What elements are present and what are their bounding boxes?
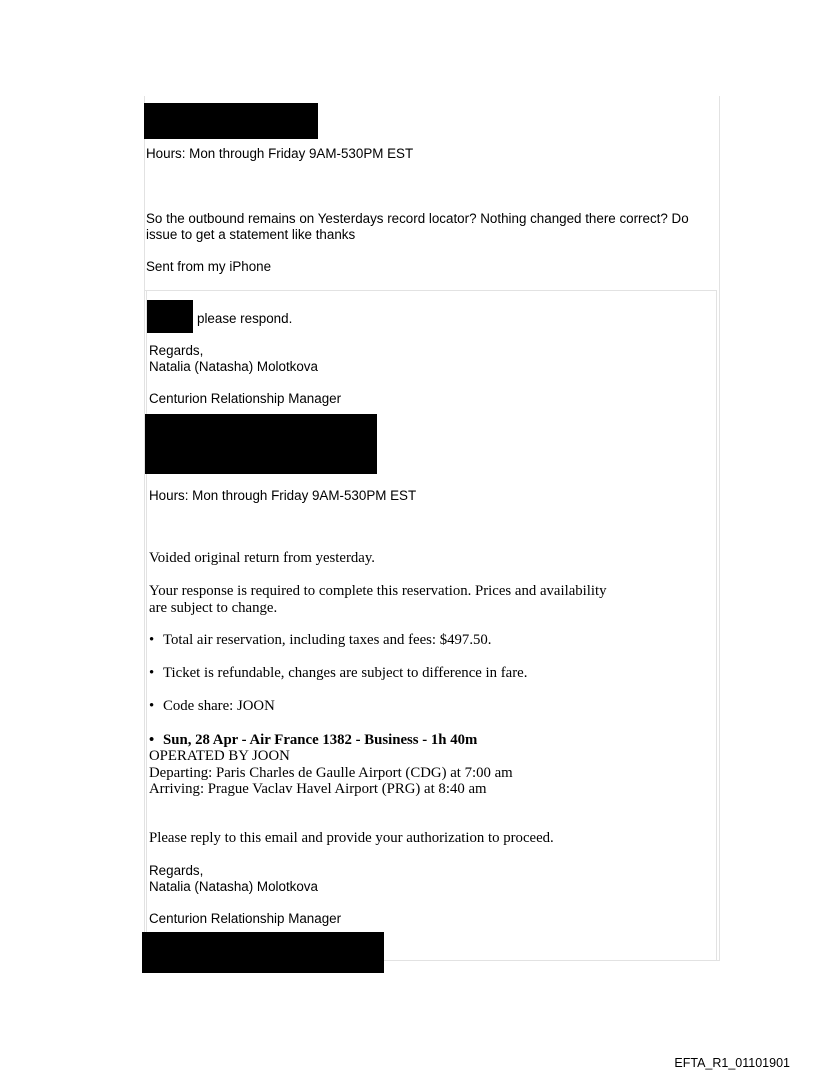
inner-title: Centurion Relationship Manager — [149, 391, 342, 406]
quote-top-rule — [145, 290, 716, 291]
inner-title-2: Centurion Relationship Manager — [149, 911, 342, 926]
bullet-refundable — [149, 665, 527, 682]
inner-regards-2: Regards, — [149, 863, 204, 878]
bullet-text: Total air reservation, including taxes and fees: $497.50. — [163, 632, 492, 648]
inner-hours: Hours: Mon through Friday 9AM-530PM EST — [149, 488, 417, 503]
bullet-icon: • — [149, 732, 155, 748]
outer-signature: Sent from my iPhone — [146, 259, 272, 274]
redacted-contact-block — [145, 414, 377, 474]
bullet-text: Ticket is refundable, changes are subject to difference in fare. — [163, 665, 528, 681]
bullet-code-share — [149, 698, 275, 715]
bullet-icon: • — [149, 632, 155, 648]
outer-frame-right-rule — [719, 96, 720, 961]
redacted-name — [147, 300, 193, 333]
redacted-contact-block-2 — [142, 932, 384, 973]
inner-regards: Regards, — [149, 343, 204, 358]
document-id: EFTA_R1_01101901 — [674, 1056, 790, 1070]
bullet-text: Code share: JOON — [163, 698, 275, 714]
inner-name: Natalia (Natasha) Molotkova — [149, 359, 318, 374]
reply-request: Please reply to this email and provide your authorization to proceed. — [149, 830, 554, 846]
bullet-total — [149, 632, 492, 649]
bullet-icon: • — [149, 665, 155, 681]
flight-header-text: Sun, 28 Apr - Air France 1382 - Business - 1h 40m — [163, 732, 478, 748]
outer-frame-left-rule — [144, 96, 145, 961]
flight-operated: OPERATED BY JOON — [149, 748, 290, 764]
flight-departing: Departing: Paris Charles de Gaulle Airport (CDG) at 7:00 am — [149, 765, 513, 781]
redacted-block — [144, 103, 318, 139]
quote-left-rule — [146, 290, 147, 960]
response-line-2: are subject to change. — [149, 600, 278, 616]
voided-note: Voided original return from yesterday. — [149, 550, 375, 566]
flight-header — [149, 732, 477, 749]
outer-message-line-2: issue to get a statement like thanks — [146, 227, 356, 242]
please-respond: please respond. — [197, 311, 293, 326]
bullet-icon: • — [149, 698, 155, 714]
inner-name-2: Natalia (Natasha) Molotkova — [149, 879, 318, 894]
quote-right-rule — [716, 290, 717, 960]
outer-hours: Hours: Mon through Friday 9AM-530PM EST — [146, 146, 414, 161]
response-line-1: Your response is required to complete this reservation. Prices and availability — [149, 583, 607, 599]
outer-message-line-1: So the outbound remains on Yesterdays record locator? Nothing changed there correct? Do — [146, 211, 689, 226]
flight-arriving: Arriving: Prague Vaclav Havel Airport (PRG) at 8:40 am — [149, 781, 487, 797]
